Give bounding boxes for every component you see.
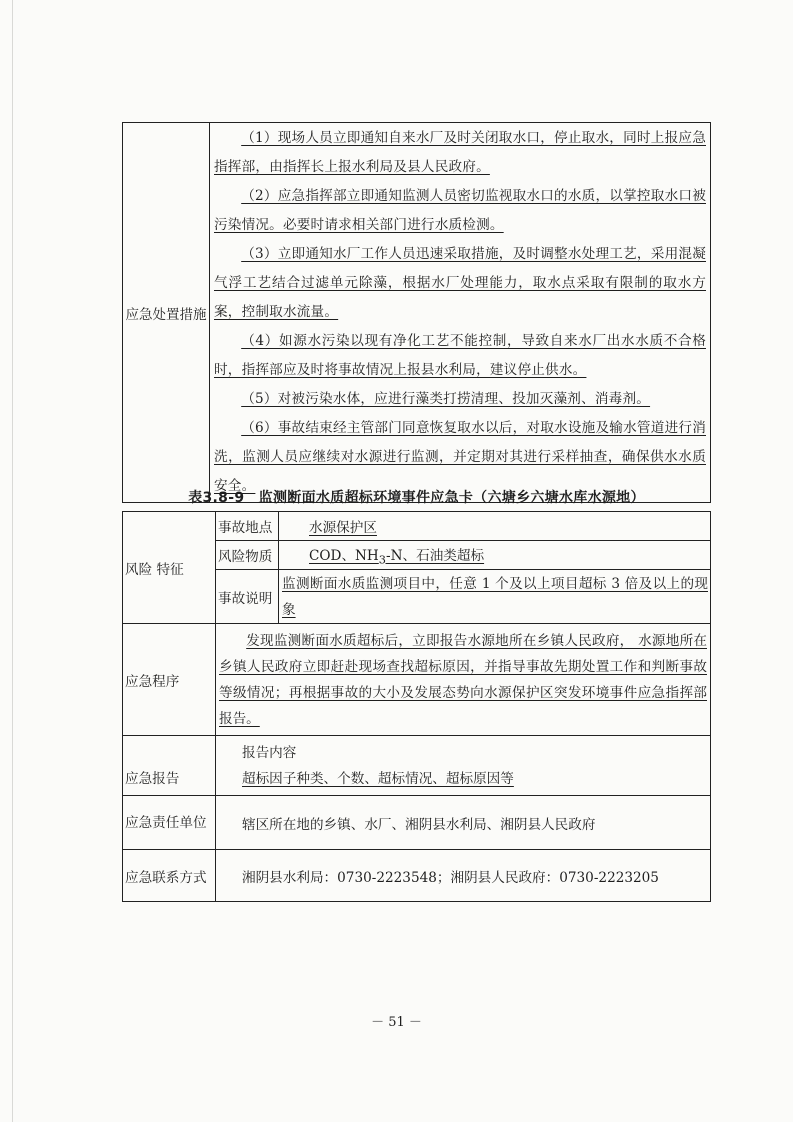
measures-table — [122, 122, 711, 503]
report-label: 应急报告 — [123, 736, 216, 796]
report-value — [216, 736, 711, 796]
measure-item: （5）对被污染水体，应进行藻类打捞清理、投加灭藻剂、消毒剂。 — [241, 391, 651, 407]
unit-value: 辖区所在地的乡镇、水厂、湘阴县水利局、湘阴县人民政府 — [216, 796, 711, 850]
contact-value: 湘阴县水利局：0730-2223548；湘阴县人民政府：0730-2223205 — [216, 850, 711, 902]
emergency-card-table — [122, 511, 711, 902]
procedure-value: 发现监测断面水质超标后，立即报告水源地所在乡镇人民政府， 水源地所在乡镇人民政府立即赶赴现场查找超标原因，并指导事故先期处置工作和判断事故等级情况；再根据事故的大小及发展态势向水源保护区突发环境事件应急指挥部报告。 — [216, 624, 711, 736]
measure-item: （6）事故结束经主管部门同意恢复取水以后，对取水设施及输水管道进行消洗，监测人员应继续对水源进行监测，并定期对其进行采样抽查，确保供水水质安全。 — [214, 420, 706, 494]
table-caption: 表3.8-9 监测断面水质超标环境事件应急卡（六塘乡六塘水库水源地） — [188, 490, 645, 506]
page-number: － 51 － — [371, 1015, 422, 1030]
location-value: 水源保护区 — [279, 512, 711, 541]
report-line: 报告内容 — [242, 744, 297, 761]
location-label: 事故地点 — [216, 512, 279, 541]
page-edge — [12, 0, 13, 1122]
procedure-label: 应急程序 — [123, 624, 216, 736]
measure-item: （4）如源水污染以现有净化工艺不能控制，导致自来水厂出水水质不合格时，指挥部应及时将事故情况上报县水利局，建议停止供水。 — [214, 333, 706, 378]
risk-label: 风险 特征 — [123, 512, 216, 624]
measures-label: 应急处置措施 — [123, 123, 210, 503]
substance-value: COD、$NH_3-N$、石油类超标 — [279, 541, 711, 570]
desc-value: 监测断面水质监测项目中，任意 1 个及以上项目超标 3 倍及以上的现象 — [279, 570, 711, 624]
contact-label: 应急联系方式 — [123, 850, 216, 902]
measure-item: （2）应急指挥部立即通知监测人员密切监视取水口的水质，以掌控取水口被污染情况。必要时请求相关部门进行水质检测。 — [214, 188, 706, 233]
unit-label: 应急责任单位 — [123, 796, 216, 850]
desc-label: 事故说明 — [216, 570, 279, 624]
substance-label: 风险物质 — [216, 541, 279, 570]
report-line: 超标因子种类、个数、超标情况、超标原因等 — [242, 770, 514, 787]
measure-item: （3）立即通知水厂工作人员迅速采取措施，及时调整水处理工艺，采用混凝气浮工艺结合过滤单元除藻，根据水厂处理能力，取水点采取有限制的取水方案，控制取水流量。 — [214, 246, 706, 320]
measures-content — [210, 123, 711, 503]
measure-item: （1）现场人员立即通知自来水厂及时关闭取水口，停止取水，同时上报应急指挥部，由指挥长上报水利局及县人民政府。 — [214, 130, 706, 175]
